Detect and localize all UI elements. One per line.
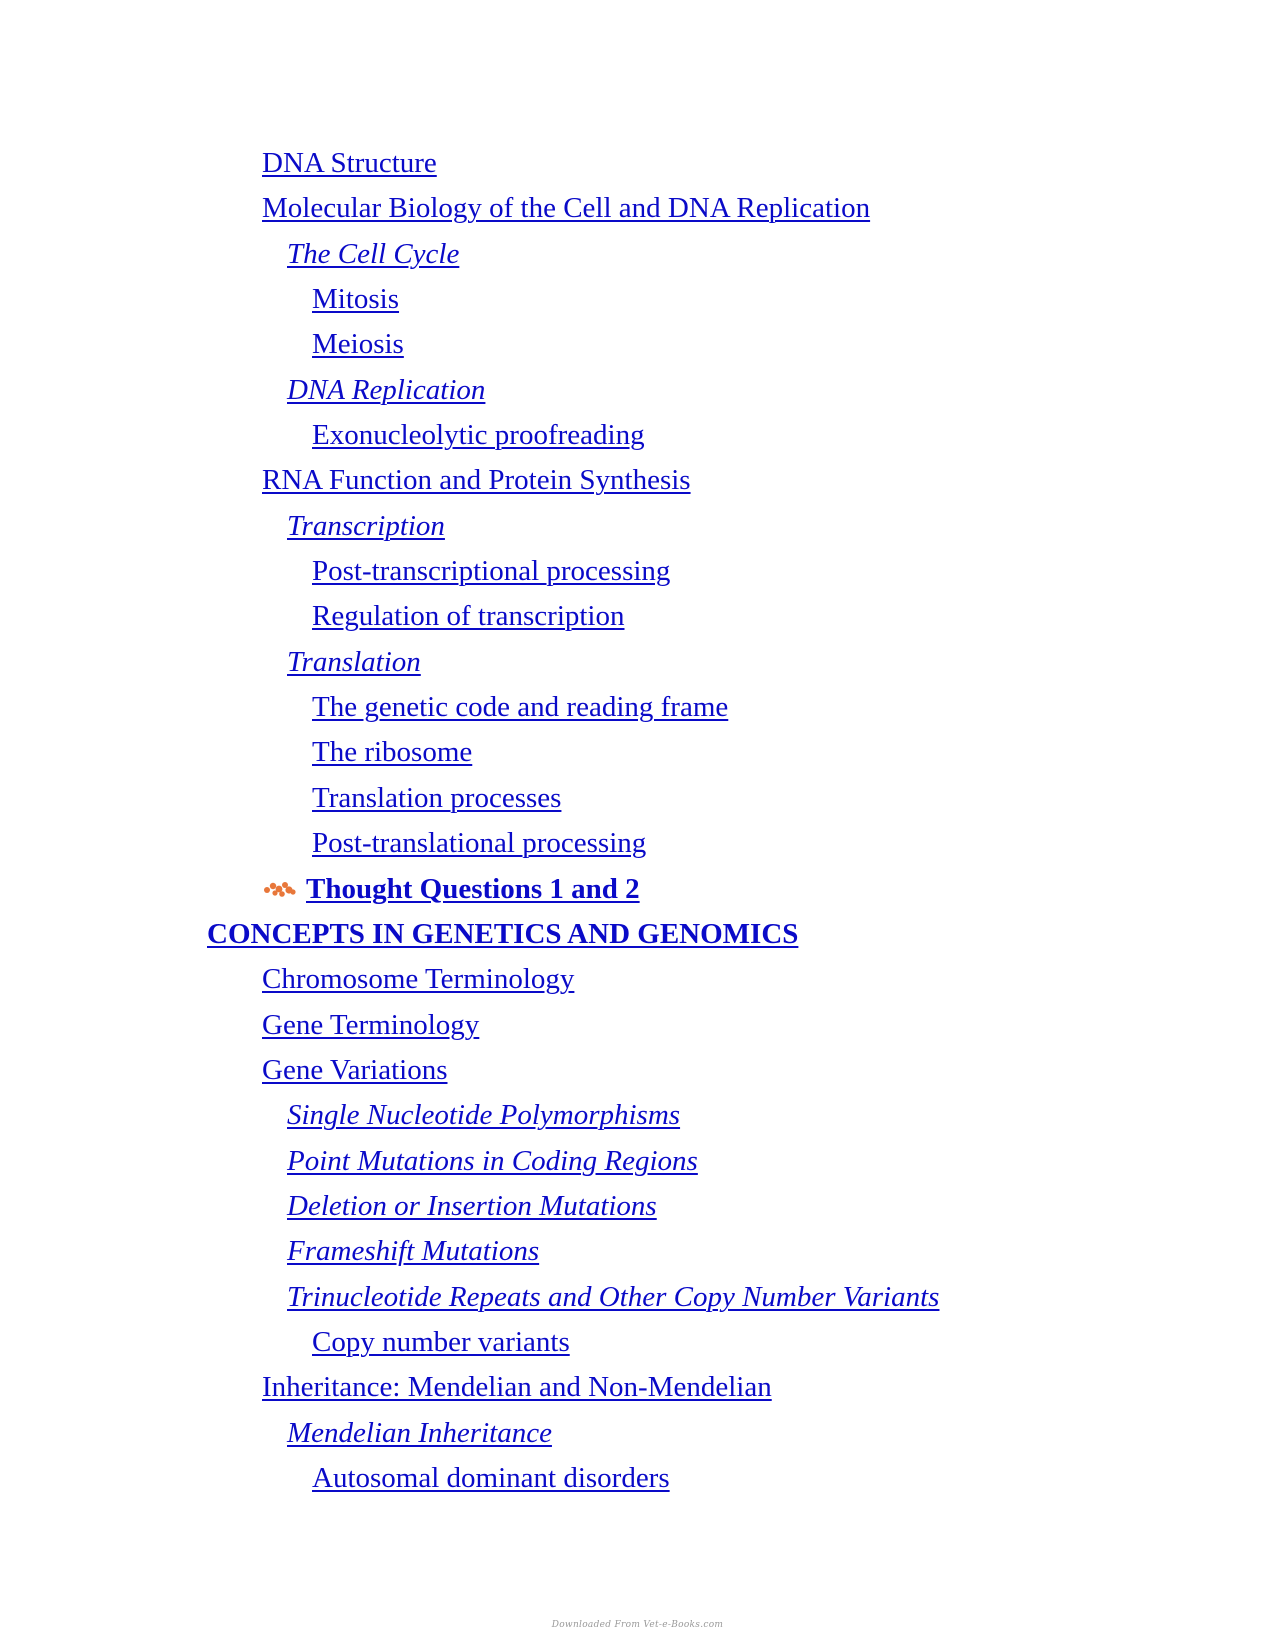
toc-link-label: Gene Variations: [262, 1053, 448, 1086]
toc-link-meiosis[interactable]: [0, 322, 1275, 367]
toc-link-concepts-in-genetics-and-genomics[interactable]: [0, 912, 1275, 957]
toc-link-chromosome-terminology[interactable]: [0, 957, 1275, 1002]
toc-link-label: Meiosis: [312, 328, 404, 361]
toc-link-thought-questions-1-and-2[interactable]: [0, 867, 1275, 912]
toc-link-rna-function-and-protein-synthesis[interactable]: [0, 458, 1275, 503]
toc-link-label: Transcription: [287, 509, 445, 542]
table-of-contents: [0, 141, 1275, 1501]
toc-link-label: Gene Terminology: [262, 1008, 480, 1041]
toc-link-label: The ribosome: [312, 736, 473, 769]
toc-link-label: Exonucleolytic proofreading: [312, 419, 645, 452]
toc-link-label: Inheritance: Mendelian and Non-Mendelian: [262, 1371, 772, 1404]
toc-link-the-genetic-code-and-reading-frame[interactable]: [0, 685, 1275, 730]
toc-link-copy-number-variants[interactable]: [0, 1320, 1275, 1365]
toc-link-label: Copy number variants: [312, 1325, 570, 1358]
toc-link-post-transcriptional-processing[interactable]: [0, 549, 1275, 594]
toc-link-dna-replication[interactable]: [0, 368, 1275, 413]
thought-questions-icon: [262, 878, 298, 900]
toc-link-label: The genetic code and reading frame: [312, 691, 729, 724]
toc-link-label: Post-transcriptional processing: [312, 555, 671, 588]
toc-link-inheritance-mendelian-and-non-mendelian[interactable]: [0, 1365, 1275, 1410]
toc-link-single-nucleotide-polymorphisms[interactable]: [0, 1093, 1275, 1138]
toc-link-label: Thought Questions 1 and 2: [306, 872, 640, 905]
toc-link-label: CONCEPTS IN GENETICS AND GENOMICS: [207, 917, 799, 950]
toc-link-label: Single Nucleotide Polymorphisms: [287, 1099, 681, 1132]
toc-link-label: Chromosome Terminology: [262, 963, 575, 996]
toc-link-label: Molecular Biology of the Cell and DNA Replication: [262, 192, 871, 225]
toc-link-mendelian-inheritance[interactable]: [0, 1411, 1275, 1456]
toc-link-the-ribosome[interactable]: [0, 730, 1275, 775]
toc-link-label: Translation processes: [312, 781, 562, 814]
toc-link-point-mutations-in-coding-regions[interactable]: [0, 1139, 1275, 1184]
toc-link-gene-terminology[interactable]: [0, 1003, 1275, 1048]
toc-link-label: Frameshift Mutations: [287, 1235, 540, 1268]
toc-link-deletion-or-insertion-mutations[interactable]: [0, 1184, 1275, 1229]
toc-link-frameshift-mutations[interactable]: [0, 1229, 1275, 1274]
toc-link-label: Translation: [287, 645, 421, 678]
toc-link-trinucleotide-repeats-and-other-copy-number-variants[interactable]: [0, 1275, 1275, 1320]
toc-link-label: Trinucleotide Repeats and Other Copy Number Variants: [287, 1280, 940, 1313]
toc-link-mitosis[interactable]: [0, 277, 1275, 322]
footer-watermark: Downloaded From Vet-e-Books.com: [551, 1620, 724, 1630]
toc-link-molecular-biology-of-the-cell-and-dna-replication[interactable]: [0, 186, 1275, 231]
toc-link-label: DNA Replication: [287, 373, 486, 406]
toc-link-label: DNA Structure: [262, 147, 437, 179]
toc-link-label: Post-translational processing: [312, 827, 647, 860]
toc-link-label: Deletion or Insertion Mutations: [287, 1189, 657, 1222]
toc-link-translation-processes[interactable]: [0, 776, 1275, 821]
toc-link-autosomal-dominant-disorders[interactable]: [0, 1456, 1275, 1501]
toc-link-label: Mendelian Inheritance: [287, 1416, 552, 1449]
toc-link-dna-structure[interactable]: [0, 141, 1275, 186]
toc-link-label: RNA Function and Protein Synthesis: [262, 464, 691, 497]
toc-link-label: Regulation of transcription: [312, 600, 625, 633]
toc-link-regulation-of-transcription[interactable]: [0, 594, 1275, 639]
toc-link-label: Mitosis: [312, 283, 400, 316]
toc-link-transcription[interactable]: [0, 504, 1275, 549]
toc-link-gene-variations[interactable]: [0, 1048, 1275, 1093]
toc-link-post-translational-processing[interactable]: [0, 821, 1275, 866]
toc-link-the-cell-cycle[interactable]: [0, 232, 1275, 277]
toc-link-exonucleolytic-proofreading[interactable]: [0, 413, 1275, 458]
toc-link-translation[interactable]: [0, 640, 1275, 685]
toc-link-label: The Cell Cycle: [287, 237, 460, 270]
toc-link-label: Autosomal dominant disorders: [312, 1461, 670, 1494]
toc-link-label: Point Mutations in Coding Regions: [287, 1144, 698, 1177]
